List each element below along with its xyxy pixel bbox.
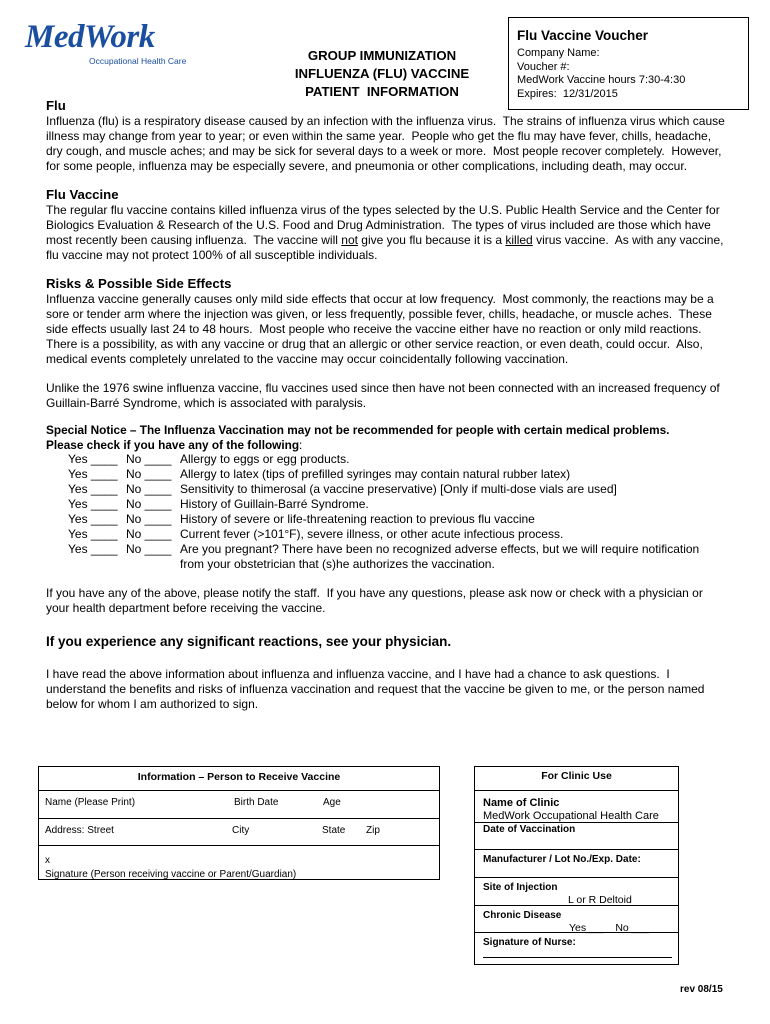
street-field-label: Address: Street bbox=[45, 825, 114, 836]
notice-colon: : bbox=[299, 437, 303, 452]
injection-site-value: L or R Deltoid bbox=[568, 894, 632, 906]
medical-checklist bbox=[46, 452, 726, 572]
recipient-info-box bbox=[38, 766, 440, 880]
yes-checkbox-blank[interactable]: Yes ____ bbox=[68, 482, 118, 496]
checklist-item-text: Sensitivity to thimerosal (a vaccine preservative) [Only if multi-dose vials are used] bbox=[180, 482, 617, 496]
yes-checkbox-blank[interactable]: Yes ____ bbox=[68, 542, 118, 556]
vaccination-date-row[interactable] bbox=[475, 823, 678, 850]
state-field-label: State bbox=[322, 825, 346, 836]
nurse-signature-row[interactable] bbox=[475, 933, 678, 963]
chronic-disease-row[interactable] bbox=[475, 906, 678, 933]
checklist-row bbox=[46, 482, 726, 497]
no-checkbox-blank[interactable]: No ____ bbox=[126, 512, 172, 526]
flu-body: Influenza (flu) is a respiratory disease caused by an infection with the influenza virus. The strains of influenza virus which cause illness may change from year to year; or even within the same year. People who get the flu may have fever, chills, headache, dry cough, and muscle aches; and may be sick for several days to a week or more. Most people recover completely. However, for some people, influenza may be especially severe, and pneumonia or other complications, including death, may occur. bbox=[46, 114, 729, 173]
yes-checkbox-blank[interactable]: Yes ____ bbox=[68, 467, 118, 481]
yes-checkbox-blank[interactable]: Yes ____ bbox=[68, 452, 118, 466]
no-checkbox-blank[interactable]: No ____ bbox=[126, 482, 172, 496]
checklist-item-text: History of severe or life-threatening reaction to previous flu vaccine bbox=[180, 512, 535, 526]
checklist-item-text: History of Guillain-Barré Syndrome. bbox=[180, 497, 369, 511]
clinic-name-value: MedWork Occupational Health Care bbox=[483, 810, 659, 822]
special-notice bbox=[46, 423, 726, 452]
notice-line-2 bbox=[46, 438, 726, 453]
vaccine-body-part-1: The regular flu vaccine contains killed influenza virus of the types selected by the U.S. Public Health Service and the Center for Biologics Evaluation & Research of the U.S. Food and Drug Administration. The types of virus included are those which have most recently been causing influenza. The vaccine will bbox=[46, 203, 724, 247]
yes-checkbox-blank[interactable]: Yes ____ bbox=[68, 512, 118, 526]
zip-field-label: Zip bbox=[366, 825, 380, 836]
age-field-label: Age bbox=[323, 797, 341, 808]
yes-checkbox-blank[interactable]: Yes ____ bbox=[68, 497, 118, 511]
voucher-title: Flu Vaccine Voucher bbox=[517, 28, 649, 43]
document-title bbox=[268, 47, 496, 101]
vaccine-heading: Flu Vaccine bbox=[46, 187, 119, 202]
signature-x: x bbox=[45, 855, 50, 866]
manufacturer-label: Manufacturer / Lot No./Exp. Date: bbox=[483, 854, 641, 865]
vaccine-body-part-2: give you flu because it is a bbox=[357, 233, 506, 247]
nurse-signature-line bbox=[483, 957, 672, 958]
main-content bbox=[46, 97, 729, 712]
vaccination-date-label: Date of Vaccination bbox=[483, 824, 576, 835]
checklist-row bbox=[46, 527, 726, 542]
city-field-label: City bbox=[232, 825, 250, 836]
voucher-number: Voucher #: bbox=[517, 60, 570, 73]
chronic-disease-label: Chronic Disease bbox=[483, 910, 562, 921]
checklist-item-text: Are you pregnant? There have been no recognized adverse effects, but we will require notification from your obstetrician that (s)he authorizes the vaccination. bbox=[180, 542, 700, 571]
risks-body-2: Unlike the 1976 swine influenza vaccine, flu vaccines used since then have not been connected with an increased frequency of Guillain-Barré Syndrome, which is associated with paralysis. bbox=[46, 381, 720, 410]
clinic-name-row bbox=[475, 791, 678, 823]
vaccine-body-part-3: virus vaccine. As with any vaccine, flu vaccine may not protect 100% of all susceptible individuals. bbox=[46, 233, 727, 262]
checklist-row bbox=[46, 452, 726, 467]
clinic-name-label: Name of Clinic bbox=[483, 797, 560, 809]
nurse-signature-label: Signature of Nurse: bbox=[483, 937, 576, 948]
yes-checkbox-blank[interactable]: Yes ____ bbox=[68, 527, 118, 541]
risks-body: Influenza vaccine generally causes only mild side effects that occur at low frequency. Most commonly, the reactions may be a sore or tender arm where the injection was given, or less frequently, possible fever, chills, headache, or muscle aches. These side effects usually last 24 to 48 hours. Most people who receive the vaccine either have no reaction or only mild reactions. There is a possibility, as with any vaccine or drug that an allergic or other service reaction, or even death, could occur. Also, medical events completely unrelated to the vaccine may occur coincidentally following vaccination. bbox=[46, 292, 718, 366]
name-field-label: Name (Please Print) bbox=[45, 797, 136, 808]
title-line-3: PATIENT INFORMATION bbox=[305, 84, 459, 99]
flu-heading: Flu bbox=[46, 98, 66, 113]
checklist-item-text: Allergy to eggs or egg products. bbox=[180, 452, 350, 466]
checklist-row bbox=[46, 512, 726, 527]
address-row[interactable] bbox=[39, 819, 439, 846]
notice-line-1: Special Notice – The Influenza Vaccination may not be recommended for people with certain medical problems. bbox=[46, 423, 670, 437]
checklist-row bbox=[46, 542, 726, 572]
clinic-use-box bbox=[474, 766, 679, 965]
logo-brand: MedWork bbox=[25, 19, 155, 55]
chronic-no-blank[interactable]: No ___ bbox=[615, 922, 650, 934]
medwork-logo bbox=[25, 20, 205, 70]
no-checkbox-blank[interactable]: No ____ bbox=[126, 527, 172, 541]
consent-text: I have read the above information about influenza and influenza vaccine, and I have had a chance to ask questions. I understand the benefits and risks of influenza vaccination and request that the vaccine be given to me, or the person named below for whom I am authorized to sign. bbox=[46, 667, 708, 711]
checklist-row bbox=[46, 497, 726, 512]
no-checkbox-blank[interactable]: No ____ bbox=[126, 452, 172, 466]
no-checkbox-blank[interactable]: No ____ bbox=[126, 497, 172, 511]
name-row[interactable] bbox=[39, 791, 439, 819]
clinic-box-header: For Clinic Use bbox=[475, 767, 678, 791]
injection-site-row[interactable] bbox=[475, 878, 678, 906]
injection-site-label: Site of Injection bbox=[483, 882, 558, 893]
notify-text: If you have any of the above, please notify the staff. If you have any questions, please ask now or check with a physician or your health department before receiving the vaccine. bbox=[46, 586, 707, 615]
info-box-header: Information – Person to Receive Vaccine bbox=[39, 767, 439, 791]
no-checkbox-blank[interactable]: No ____ bbox=[126, 467, 172, 481]
vaccine-body-killed: killed bbox=[505, 233, 533, 247]
voucher-company: Company Name: bbox=[517, 47, 600, 59]
checklist-item-text: Current fever (>101°F), severe illness, or other acute infectious process. bbox=[180, 527, 564, 541]
voucher-expires: Expires: 12/31/2015 bbox=[517, 87, 618, 100]
vaccine-body-not: not bbox=[341, 233, 358, 247]
title-line-1: GROUP IMMUNIZATION bbox=[307, 48, 457, 63]
signature-field-label: Signature (Person receiving vaccine or Parent/Guardian) bbox=[45, 869, 297, 880]
title-line-2: INFLUENZA (FLU) VACCINE bbox=[294, 66, 470, 81]
vaccine-body bbox=[46, 203, 726, 263]
no-checkbox-blank[interactable]: No ____ bbox=[126, 542, 172, 556]
signature-row[interactable] bbox=[39, 846, 439, 879]
voucher-hours: MedWork Vaccine hours 7:30-4:30 bbox=[517, 74, 686, 86]
notice-line-2-text: Please check if you have any of the following bbox=[46, 437, 300, 452]
logo-tagline: Occupational Health Care bbox=[89, 56, 187, 66]
manufacturer-row[interactable] bbox=[475, 850, 678, 878]
risks-heading: Risks & Possible Side Effects bbox=[46, 276, 232, 291]
revision-label: rev 08/15 bbox=[680, 984, 723, 995]
checklist-item-text: Allergy to latex (tips of prefilled syringes may contain natural rubber latex) bbox=[180, 467, 571, 481]
birth-date-field-label: Birth Date bbox=[234, 797, 279, 808]
reactions-heading: If you experience any significant reactions, see your physician. bbox=[46, 634, 452, 649]
checklist-row bbox=[46, 467, 726, 482]
chronic-yes-blank[interactable]: Yes___ bbox=[569, 922, 604, 934]
